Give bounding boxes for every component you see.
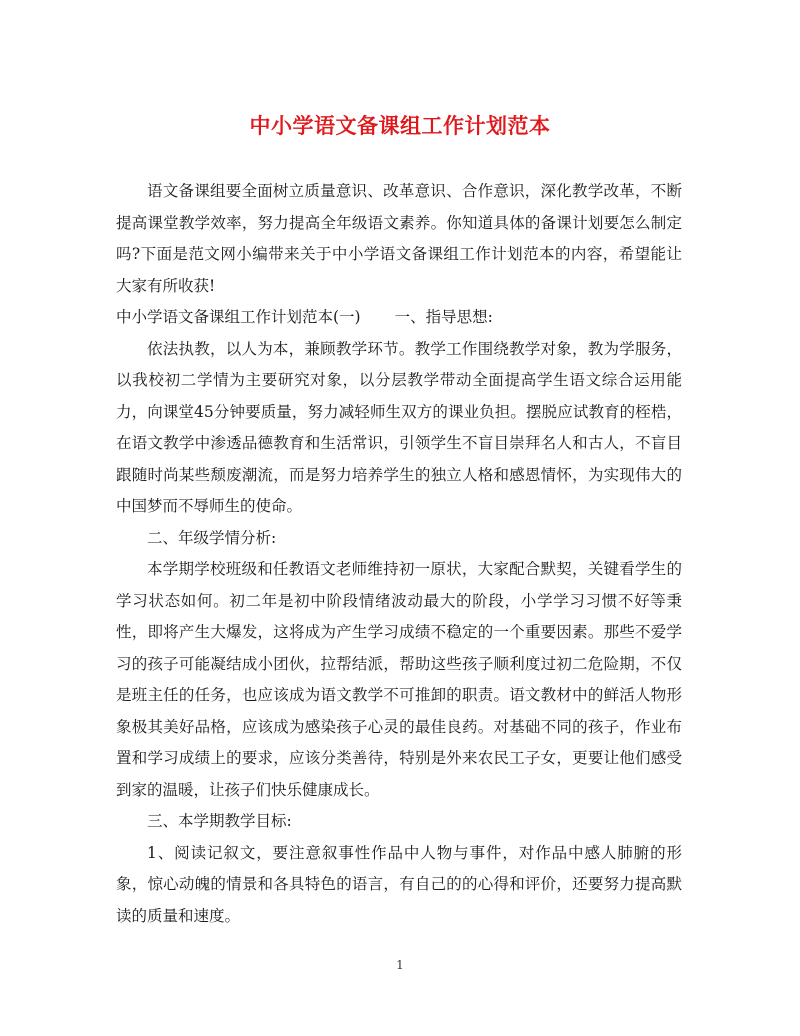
document-subtitle: 中小学语文备课组工作计划范本(一) bbox=[116, 308, 361, 326]
paragraph-teaching-goals: 1、阅读记叙文，要注意叙事性作品中人物与事件，对作品中感人肺腑的形象，惊心动魄的情景和各具特色的语言，有自己的的心得和评价，还要努力提高默读的质量和速度。 bbox=[116, 843, 682, 925]
section-heading-grade-analysis: 二、年级学情分析: bbox=[147, 528, 277, 547]
paragraph-grade-analysis: 本学期学校班级和任教语文老师维持初一原状，大家配合默契，关键看学生的学习状态如何。初二年是初中阶段情绪波动最大的阶段，小学学习习惯不好等秉性，即将产生大爆发，这将成为产生学习成绩不稳定的一个重要因素。那些不爱学习的孩子可能凝结成小团伙，拉帮结派，帮助这些孩子顺利度过初二危险期，不仅是班主任的任务，也应该成为语文教学不可推卸的职责。语文教材中的鲜活人物形象极其美好品格，应该成为感染孩子心灵的最佳良药。对基础不同的孩子，作业布置和学习成绩上的要求，应该分类善待，特别是外来农民工子女，更要让他们感受到家的温暖，让孩子们快乐健康成长。 bbox=[116, 560, 682, 799]
page-number: 1 bbox=[396, 958, 404, 972]
section-heading-guiding-ideology: 一、指导思想: bbox=[394, 308, 493, 326]
document-title: 中小学语文备课组工作计划范本 bbox=[249, 113, 551, 138]
paragraph-guiding-ideology: 依法执教，以人为本，兼顾教学环节。教学工作围绕教学对象，教为学服务，以我校初二学情为主要研究对象，以分层教学带动全面提高学生语文综合运用能力，向课堂45分钟要质量，努力减轻师生双方的课业负担。摆脱应试教育的桎梏，在语文教学中渗透品德教育和生活常识，引领学生不盲目崇拜名人和古人，不盲目跟随时尚某些颓废潮流，而是努力培养学生的独立人格和感恩情怀，为实现伟大的中国梦而不辱师生的使命。 bbox=[116, 339, 682, 515]
intro-paragraph: 语文备课组要全面树立质量意识、改革意识、合作意识，深化教学改革，不断提高课堂教学效率，努力提高全年级语文素养。你知道具体的备课计划要怎么制定吗?下面是范文网小编带来关于中小学语文备课组工作计划范本的内容，希望能让大家有所收获! bbox=[116, 182, 682, 295]
section-heading-teaching-goals: 三、本学期教学目标: bbox=[147, 812, 292, 830]
subtitle-line bbox=[116, 302, 682, 334]
document-body bbox=[116, 176, 682, 932]
